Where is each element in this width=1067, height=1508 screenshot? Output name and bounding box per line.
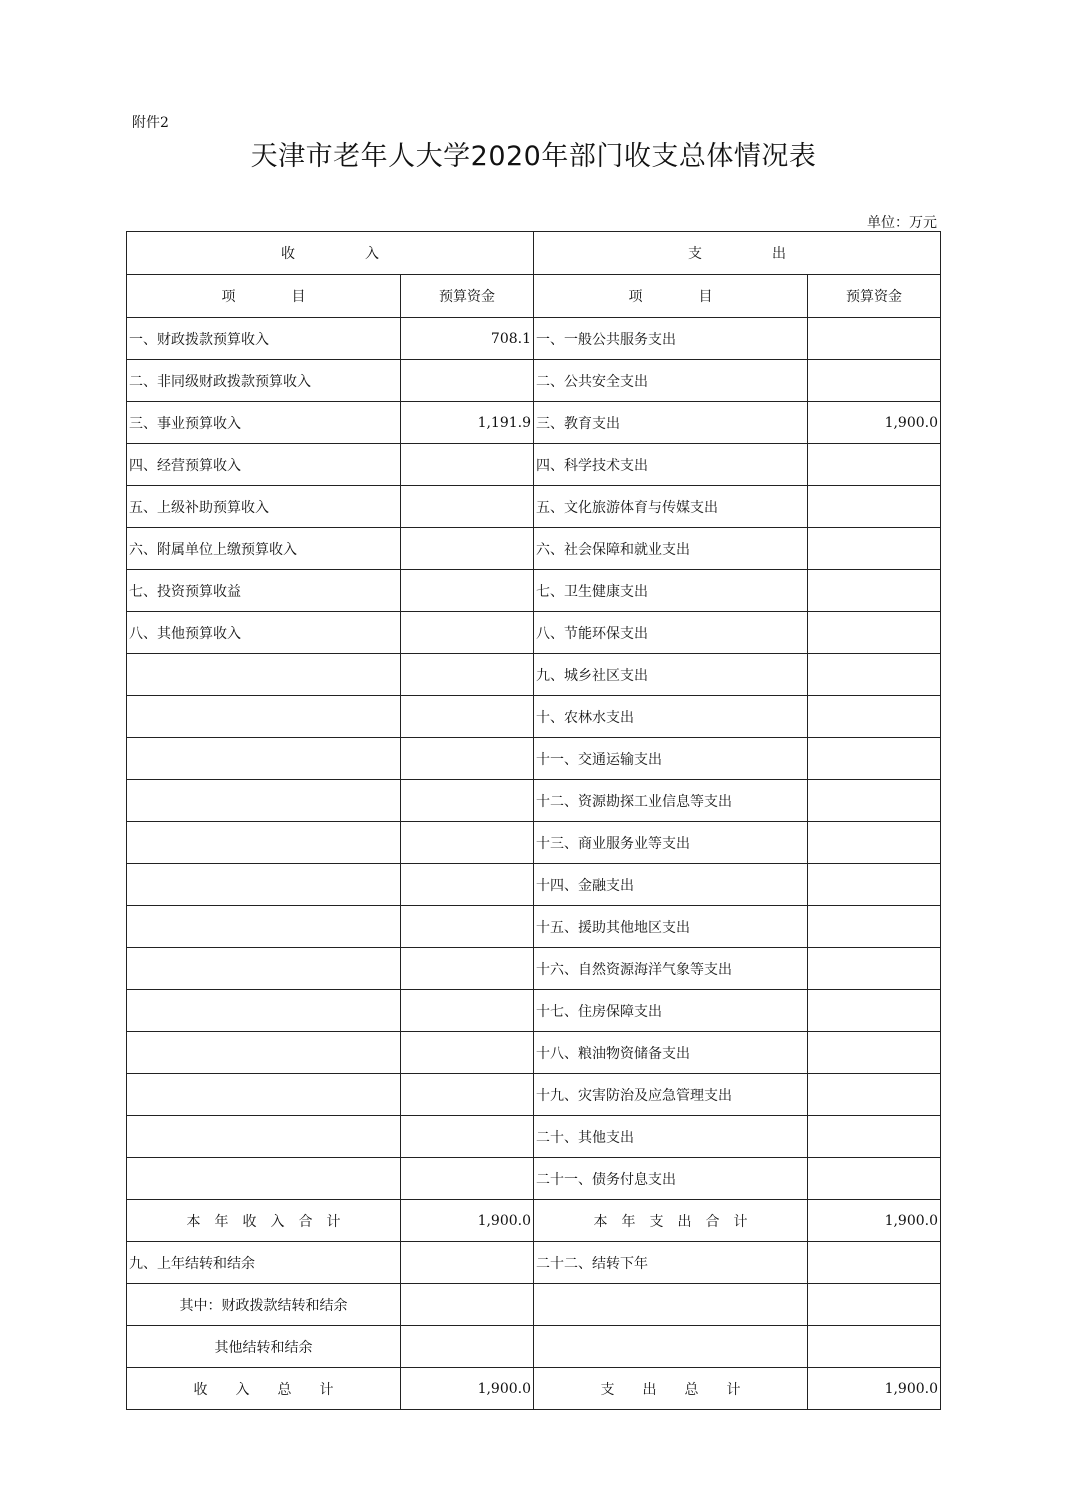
expense-amount-cell — [808, 822, 941, 864]
table-row — [127, 360, 941, 402]
table-row — [127, 780, 941, 822]
budget-table — [126, 231, 941, 1410]
income-amount-cell — [401, 948, 534, 990]
carry-income-amount — [401, 1242, 534, 1284]
year-expense-total-label: 本 年 支 出 合 计 — [534, 1200, 808, 1242]
income-amount-header: 预算资金 — [401, 275, 534, 318]
grand-total-row — [127, 1368, 941, 1410]
expense-amount-cell — [808, 780, 941, 822]
expense-item-cell: 六、社会保障和就业支出 — [534, 528, 808, 570]
income-amount-cell — [401, 990, 534, 1032]
table-row — [127, 444, 941, 486]
expense-item-cell: 十四、金融支出 — [534, 864, 808, 906]
expense-item-cell: 七、卫生健康支出 — [534, 570, 808, 612]
income-amount-cell — [401, 360, 534, 402]
income-item-cell — [127, 906, 401, 948]
income-item-cell — [127, 822, 401, 864]
income-item-cell: 四、经营预算收入 — [127, 444, 401, 486]
grand-expense-total-amount: 1,900.0 — [808, 1368, 941, 1410]
income-amount-cell — [401, 696, 534, 738]
grand-expense-total-label: 支 出 总 计 — [534, 1368, 808, 1410]
other-carry-expense-item — [534, 1326, 808, 1368]
income-amount-cell: 708.1 — [401, 318, 534, 360]
year-total-row — [127, 1200, 941, 1242]
income-item-cell: 八、其他预算收入 — [127, 612, 401, 654]
income-item-cell: 二、非同级财政拨款预算收入 — [127, 360, 401, 402]
expense-header: 支 出 — [534, 232, 941, 275]
other-carry-label: 其他结转和结余 — [127, 1326, 401, 1368]
expense-item-cell: 十八、粮油物资储备支出 — [534, 1032, 808, 1074]
fiscal-carry-expense-amount — [808, 1284, 941, 1326]
table-row — [127, 990, 941, 1032]
table-row — [127, 864, 941, 906]
carry-row — [127, 1242, 941, 1284]
expense-amount-cell — [808, 948, 941, 990]
expense-amount-cell — [808, 1074, 941, 1116]
expense-item-cell: 四、科学技术支出 — [534, 444, 808, 486]
unit-label: 单位：万元 — [867, 215, 937, 231]
expense-item-header: 项 目 — [534, 275, 808, 318]
expense-item-cell: 五、文化旅游体育与传媒支出 — [534, 486, 808, 528]
table-row — [127, 528, 941, 570]
expense-item-cell: 二十一、债务付息支出 — [534, 1158, 808, 1200]
expense-amount-cell — [808, 444, 941, 486]
expense-item-cell: 十六、自然资源海洋气象等支出 — [534, 948, 808, 990]
table-row — [127, 486, 941, 528]
carry-expense-amount — [808, 1242, 941, 1284]
expense-amount-cell — [808, 906, 941, 948]
expense-item-cell: 八、节能环保支出 — [534, 612, 808, 654]
other-carry-expense-amount — [808, 1326, 941, 1368]
income-amount-cell — [401, 486, 534, 528]
other-carry-row — [127, 1326, 941, 1368]
fiscal-carry-label: 其中：财政拨款结转和结余 — [127, 1284, 401, 1326]
income-amount-cell — [401, 570, 534, 612]
attachment-label: 附件2 — [132, 115, 169, 131]
table-row — [127, 906, 941, 948]
expense-item-cell: 十九、灾害防治及应急管理支出 — [534, 1074, 808, 1116]
expense-amount-cell — [808, 864, 941, 906]
fiscal-carry-row — [127, 1284, 941, 1326]
income-item-cell — [127, 654, 401, 696]
grand-income-total-label: 收 入 总 计 — [127, 1368, 401, 1410]
income-amount-cell — [401, 906, 534, 948]
header-row-main — [127, 232, 941, 275]
year-income-total-label: 本 年 收 入 合 计 — [127, 1200, 401, 1242]
income-amount-cell — [401, 738, 534, 780]
expense-amount-cell — [808, 1158, 941, 1200]
table-row — [127, 1158, 941, 1200]
table-row — [127, 570, 941, 612]
year-expense-total-amount: 1,900.0 — [808, 1200, 941, 1242]
expense-amount-cell — [808, 570, 941, 612]
income-amount-cell — [401, 1074, 534, 1116]
income-amount-cell — [401, 444, 534, 486]
expense-item-cell: 二、公共安全支出 — [534, 360, 808, 402]
income-item-cell — [127, 990, 401, 1032]
income-item-cell — [127, 864, 401, 906]
table-row — [127, 1074, 941, 1116]
income-item-cell — [127, 1158, 401, 1200]
year-income-total-amount: 1,900.0 — [401, 1200, 534, 1242]
income-item-cell: 三、事业预算收入 — [127, 402, 401, 444]
expense-item-cell: 九、城乡社区支出 — [534, 654, 808, 696]
expense-item-cell: 十三、商业服务业等支出 — [534, 822, 808, 864]
income-item-cell — [127, 738, 401, 780]
expense-item-cell: 十、农林水支出 — [534, 696, 808, 738]
expense-amount-cell — [808, 1032, 941, 1074]
expense-amount-cell — [808, 486, 941, 528]
other-carry-amount — [401, 1326, 534, 1368]
income-item-cell — [127, 1074, 401, 1116]
income-amount-cell — [401, 1116, 534, 1158]
income-item-cell — [127, 696, 401, 738]
expense-amount-cell — [808, 360, 941, 402]
expense-amount-cell — [808, 738, 941, 780]
table-row — [127, 654, 941, 696]
carry-expense-item: 二十二、结转下年 — [534, 1242, 808, 1284]
income-item-cell — [127, 1032, 401, 1074]
income-item-header: 项 目 — [127, 275, 401, 318]
table-row — [127, 1116, 941, 1158]
header-row-sub — [127, 275, 941, 318]
income-amount-cell — [401, 612, 534, 654]
income-header: 收 入 — [127, 232, 534, 275]
expense-amount-cell — [808, 654, 941, 696]
income-item-cell: 七、投资预算收益 — [127, 570, 401, 612]
expense-amount-cell — [808, 696, 941, 738]
income-item-cell: 五、上级补助预算收入 — [127, 486, 401, 528]
expense-item-cell: 一、一般公共服务支出 — [534, 318, 808, 360]
income-item-cell: 一、财政拨款预算收入 — [127, 318, 401, 360]
expense-item-cell: 十五、援助其他地区支出 — [534, 906, 808, 948]
expense-amount-cell — [808, 612, 941, 654]
expense-amount-cell — [808, 1116, 941, 1158]
income-amount-cell — [401, 780, 534, 822]
income-item-cell — [127, 1116, 401, 1158]
expense-amount-cell — [808, 990, 941, 1032]
table-row — [127, 948, 941, 990]
table-row — [127, 822, 941, 864]
expense-amount-cell — [808, 528, 941, 570]
table-row — [127, 738, 941, 780]
income-amount-cell — [401, 528, 534, 570]
grand-income-total-amount: 1,900.0 — [401, 1368, 534, 1410]
expense-item-cell: 二十、其他支出 — [534, 1116, 808, 1158]
expense-item-cell: 十一、交通运输支出 — [534, 738, 808, 780]
expense-item-cell: 三、教育支出 — [534, 402, 808, 444]
income-amount-cell: 1,191.9 — [401, 402, 534, 444]
expense-amount-cell: 1,900.0 — [808, 402, 941, 444]
carry-income-item: 九、上年结转和结余 — [127, 1242, 401, 1284]
page-title: 天津市老年人大学2020年部门收支总体情况表 — [250, 141, 817, 172]
income-amount-cell — [401, 822, 534, 864]
table-row — [127, 696, 941, 738]
income-item-cell: 六、附属单位上缴预算收入 — [127, 528, 401, 570]
income-amount-cell — [401, 864, 534, 906]
expense-amount-header: 预算资金 — [808, 275, 941, 318]
table-row — [127, 402, 941, 444]
expense-item-cell: 十七、住房保障支出 — [534, 990, 808, 1032]
fiscal-carry-amount — [401, 1284, 534, 1326]
income-item-cell — [127, 948, 401, 990]
table-row — [127, 318, 941, 360]
income-amount-cell — [401, 654, 534, 696]
expense-item-cell: 十二、资源勘探工业信息等支出 — [534, 780, 808, 822]
table-row — [127, 1032, 941, 1074]
fiscal-carry-expense-item — [534, 1284, 808, 1326]
income-amount-cell — [401, 1158, 534, 1200]
table-row — [127, 612, 941, 654]
income-amount-cell — [401, 1032, 534, 1074]
income-item-cell — [127, 780, 401, 822]
expense-amount-cell — [808, 318, 941, 360]
